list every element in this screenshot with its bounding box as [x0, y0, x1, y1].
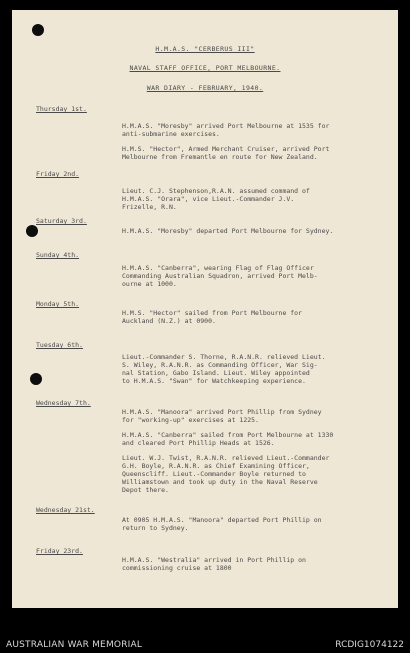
entry-text: H.M.A.S. "Westralia" arrived in Port Phillip on commissioning cruise at 1800	[122, 556, 306, 572]
entry-text: H.M.S. "Hector" sailed from Port Melbourne for Auckland (N.Z.) at 0900.	[122, 309, 303, 325]
entry-text: Lieut.-Commander S. Thorne, R.A.N.R. relieved Lieut. S. Wiley, R.A.N.R. as Commanding Officer, War Sig- nal Station, Gabo Island. Lieut. Wiley appointed to H.M.A.S. "Swan" for Watchkeeping experience.	[122, 353, 326, 385]
entry-text: At 0905 H.M.A.S. "Manoora" departed Port Phillip on return to Sydney.	[122, 516, 322, 532]
entry-date: Saturday 3rd.	[36, 217, 87, 225]
document-page	[12, 10, 398, 608]
entry-date: Thursday 1st.	[36, 105, 87, 113]
record-id: RCDIG1074122	[335, 640, 404, 650]
entry-text: Lieut. W.J. Twist, R.A.N.R. relieved Lieut.-Commander G.H. Boyle, R.A.N.R. as Chief Examining Officer, Queenscliff. Lieut.-Commander Boyle returned to Williamstown and took up duty in the Naval Reserve Depot there.	[122, 454, 330, 494]
entry-date: Wednesday 21st.	[36, 506, 95, 514]
entry-date: Wednesday 7th.	[36, 399, 91, 407]
entry-text: H.M.A.S. "Manoora" arrived Port Phillip from Sydney for "working-up" exercises at 1225.	[122, 408, 322, 424]
entry-text: H.M.S. "Hector", Armed Merchant Cruiser, arrived Port Melbourne from Fremantle en route for New Zealand.	[122, 145, 330, 161]
office-heading: NAVAL STAFF OFFICE, PORT MELBOURNE.	[129, 64, 281, 72]
entry-text: H.M.A.S. "Moresby" arrived Port Melbourne at 1535 for anti-submarine exercises.	[122, 122, 330, 138]
entry-date: Monday 5th.	[36, 300, 80, 308]
punch-hole	[26, 225, 38, 237]
entry-text: H.M.A.S. "Moresby" departed Port Melbourne for Sydney.	[122, 227, 334, 235]
entry-date: Friday 2nd.	[36, 170, 80, 178]
entry-date: Tuesday 6th.	[36, 341, 83, 349]
entry-text: Lieut. C.J. Stephenson,R.A.N. assumed command of H.M.A.S. "Orara", vice Lieut.-Commander J.V. Frizelle, R.N.	[122, 187, 310, 211]
entry-date: Friday 23rd.	[36, 547, 83, 555]
entry-text: H.M.A.S. "Canberra" sailed from Port Melbourne at 1330 and cleared Port Phillip Heads at 1526.	[122, 431, 334, 447]
punch-hole	[32, 24, 44, 36]
entry-text: H.M.A.S. "Canberra", wearing Flag of Flag Officer Commanding Australian Squadron, arrived Port Melb- ourne at 1000.	[122, 264, 318, 288]
archive-name: AUSTRALIAN WAR MEMORIAL	[6, 640, 143, 650]
diary-heading: WAR DIARY - FEBRUARY, 1940.	[146, 84, 264, 92]
document-title: H.M.A.S. "CERBERUS III"	[155, 45, 255, 53]
entry-date: Sunday 4th.	[36, 251, 80, 259]
archive-footer	[0, 615, 410, 653]
punch-hole	[30, 373, 42, 385]
